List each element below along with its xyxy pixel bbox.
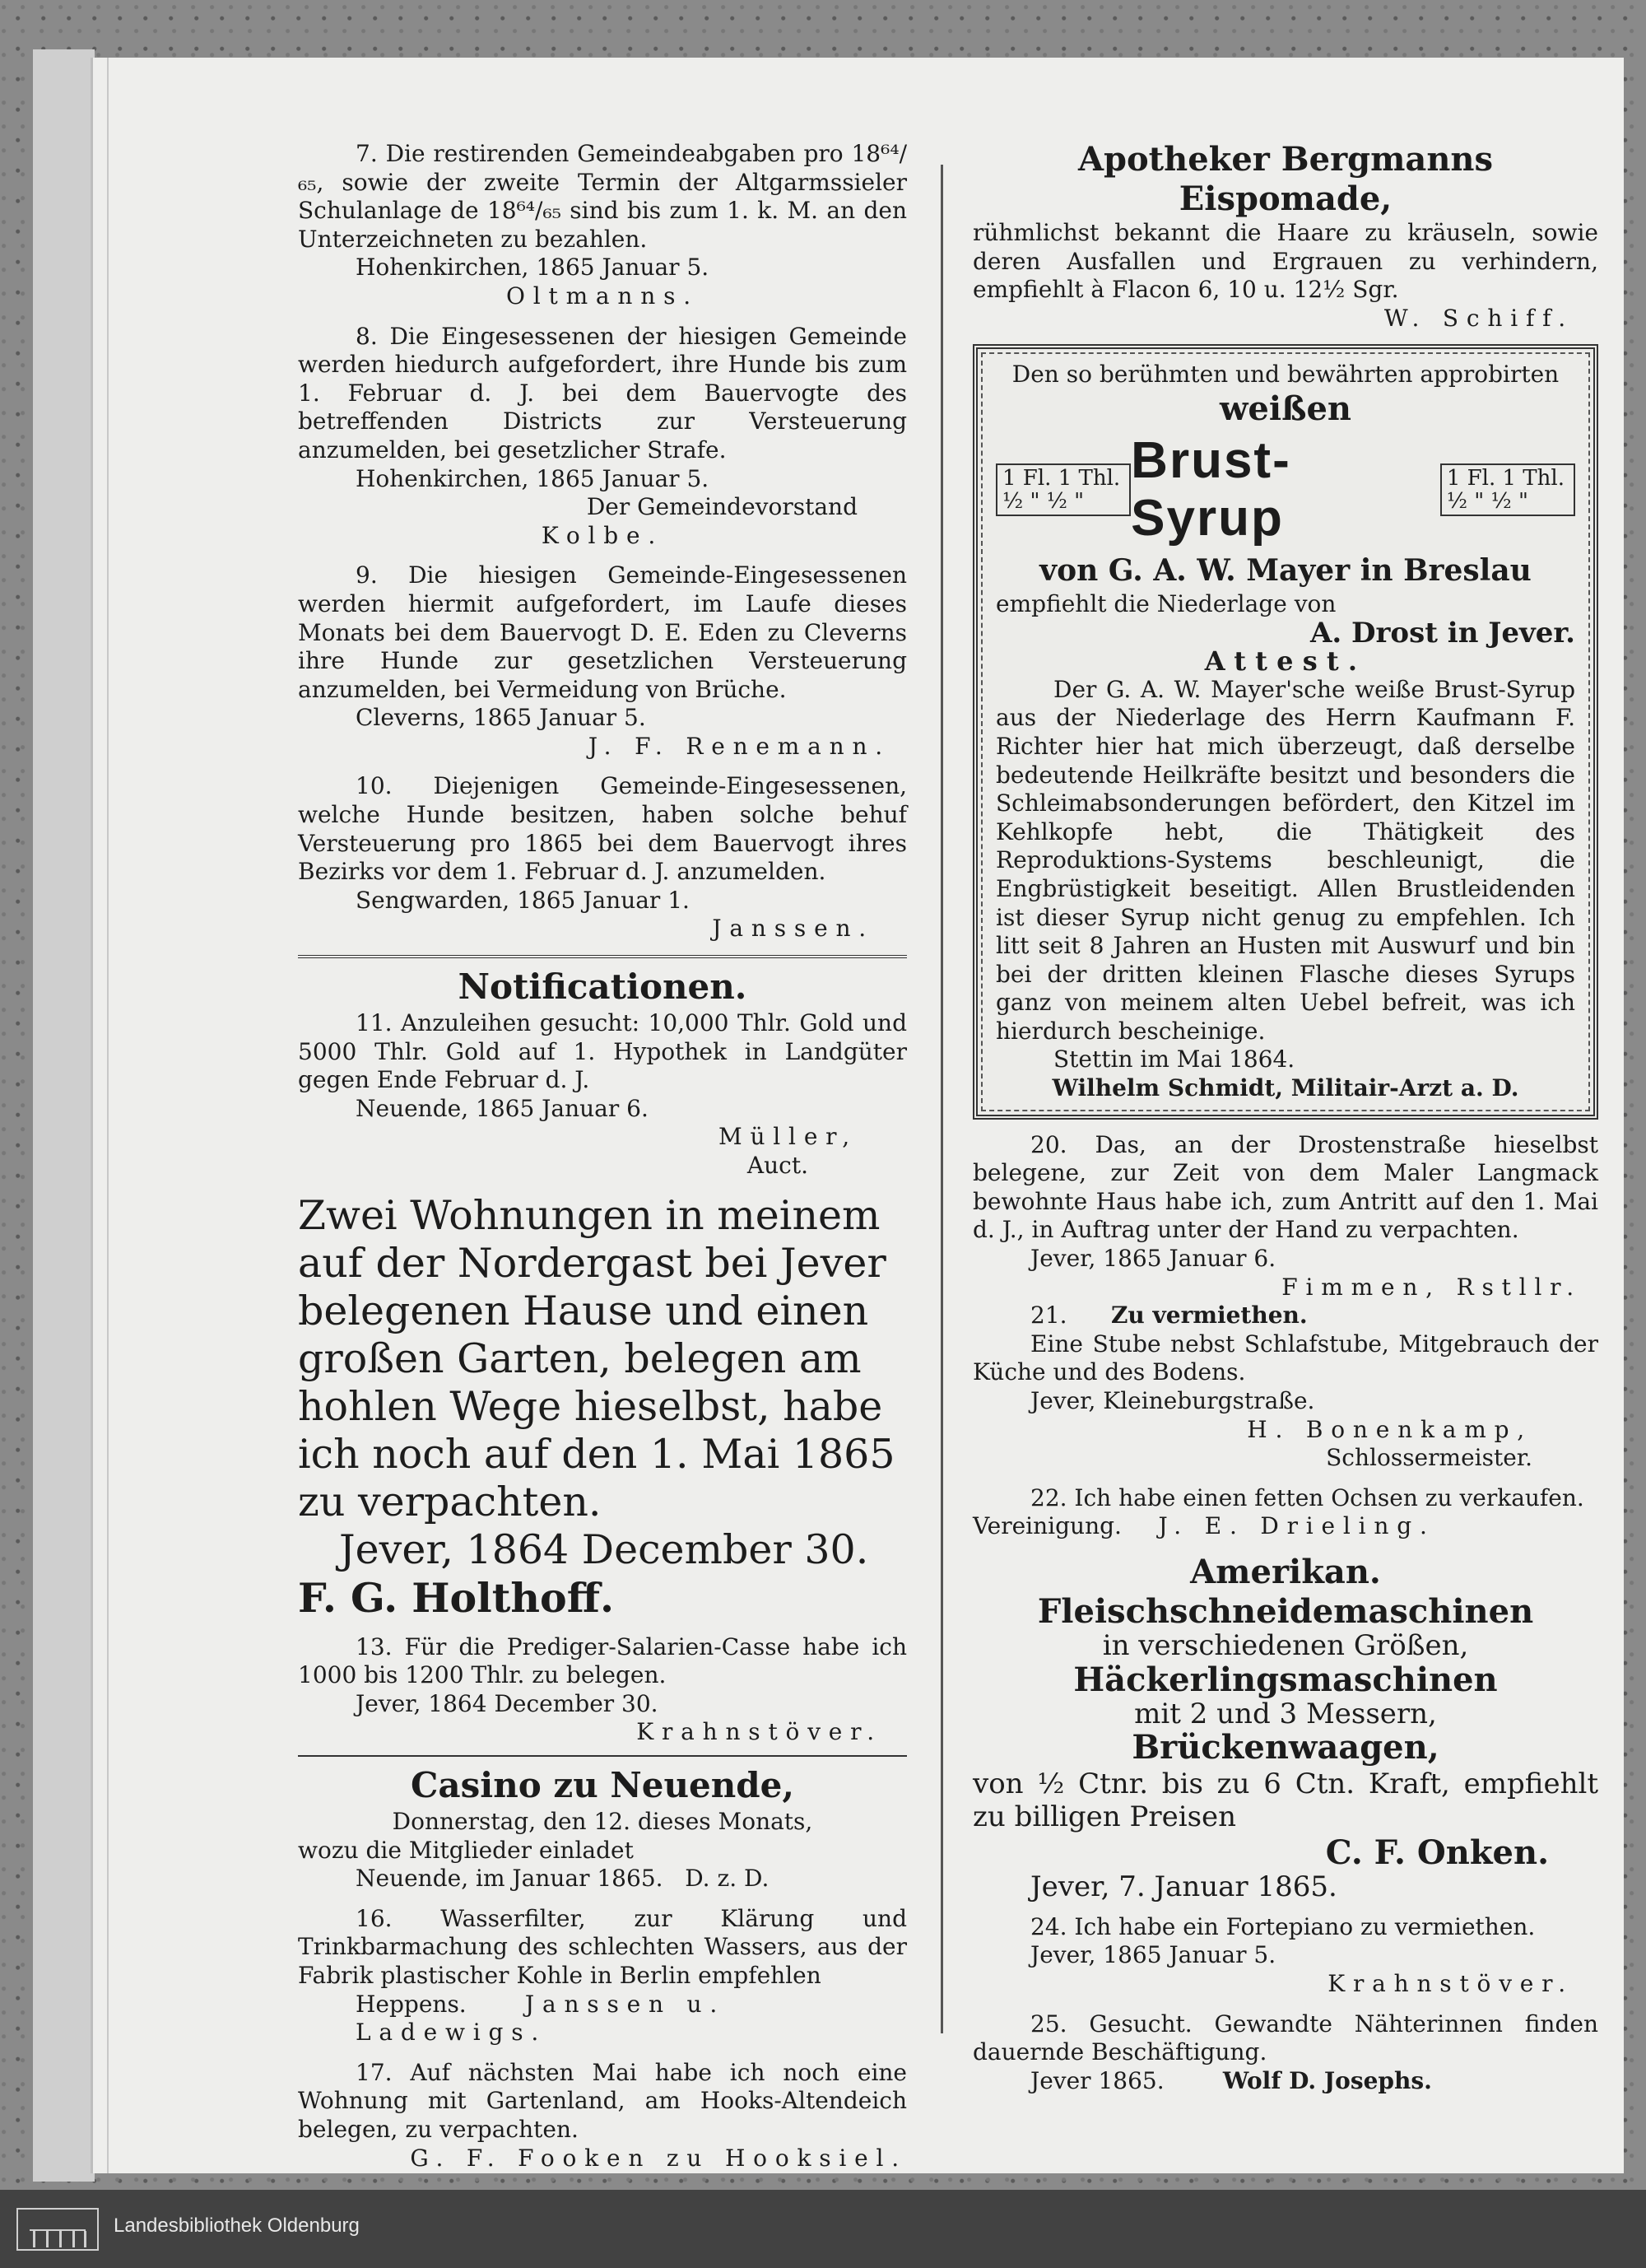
section-heading: Notificationen. xyxy=(458,966,747,1008)
notice-signature: Kolbe. xyxy=(541,521,664,549)
notice-text: 10. Diejenigen Gemeinde-Eingesessenen, welche Hunde besitzen, haben solche behuf Versteuerung pro 1865 bei dem Bauervogt ihres Bezirks vor dem 1. Februar d. J. anzumelden. xyxy=(298,772,907,886)
notice-signature: Müller, xyxy=(718,1123,858,1151)
syrup-maker: von G. A. W. Mayer in Breslau xyxy=(1039,552,1532,588)
notice-signature: Krahnstöver. xyxy=(636,1718,882,1746)
notice-20 xyxy=(973,1131,1598,1302)
notice-place-date xyxy=(973,2067,1598,2096)
casino-date: Donnerstag, den 12. dieses Monats, xyxy=(392,1807,813,1835)
notice-rule xyxy=(298,1755,907,1757)
notice-11 xyxy=(298,1009,907,1181)
library-footer-bar xyxy=(0,2190,1646,2268)
notice-signature: J. E. Drieling. xyxy=(1158,1512,1435,1540)
notice-number: 21. xyxy=(1030,1302,1067,1330)
notice-16 xyxy=(298,1905,907,2047)
attest-signature: Wilhelm Schmidt, Militair-Arzt a. D. xyxy=(1052,1074,1519,1102)
notice-signature: Fimmen, Rstllr. xyxy=(1281,1273,1582,1301)
price-line: 1 Fl. 1 Thl. xyxy=(1446,465,1565,491)
price-box-left xyxy=(996,463,1131,516)
notice-24 xyxy=(973,1913,1598,1999)
notice-text: 22. Ich habe einen fetten Ochsen zu verkaufen. xyxy=(1030,1483,1584,1511)
casino-invitation: wozu die Mitglieder einladet xyxy=(298,1836,634,1864)
notice-authority: Der Gemeindevorstand xyxy=(586,493,858,521)
notice-23-machines xyxy=(973,1553,1598,1902)
notice-13 xyxy=(298,1633,907,1747)
brust-syrup-advertisement xyxy=(973,344,1598,1119)
ad-place-date: Jever, 1864 December 30. xyxy=(339,1525,869,1573)
notice-place-signature xyxy=(973,1512,1598,1541)
notice-18-pomade xyxy=(973,140,1598,333)
library-name: Landesbibliothek Oldenburg xyxy=(114,2214,360,2237)
attest-place-date: Stettin im Mai 1864. xyxy=(1053,1046,1295,1073)
casino-heading: Casino zu Neuende, xyxy=(410,1764,795,1805)
attest-text: Der G. A. W. Mayer'sche weiße Brust-Syrup aus der Niederlage des Herrn Kaufmann F. Richter hier hat mich überzeugt, daß derselbe bedeutende Heilkräfte besitzt und besonders die Schleimabsonderungen befördert, den Kitzel im Kehlkopfe hebt, die Thätigkeit des Reproduktions-Systems beschleunigt, die Engbrüstigkeit beseitigt. Allen Brustleidenden ist dieser Syrup nicht genug zu empfehlen. Ich litt seit 8 Jahren an Husten mit Auswurf und bin bei der dritten kleinen Flasche dieses Syrups ganz von meinem alten Uebel befreit, was ich hierdurch bescheinige. xyxy=(996,675,1575,1045)
notice-place-date: Hohenkirchen, 1865 Januar 5. xyxy=(356,464,709,492)
notice-14-casino xyxy=(298,1763,907,1893)
section-rule xyxy=(298,955,907,958)
syrup-dealer: A. Drost in Jever. xyxy=(1309,616,1575,650)
notice-text: 8. Die Eingesessenen der hiesigen Gemeinde werden hiedurch aufgefordert, ihre Hunde bis zum 1. Februar d. J. bei dem Bauervogte des betreffenden Districts zur Versteuerung anzumelden, bei gesetzlicher Strafe. xyxy=(298,322,907,463)
page-fold-line xyxy=(107,58,109,2173)
column-divider xyxy=(941,165,943,2033)
notice-text: 13. Für die Prediger-Salarien-Casse habe ich 1000 bis 1200 Thlr. zu belegen. xyxy=(298,1632,907,1689)
notice-place-date: Jever, 1865 Januar 5. xyxy=(1030,1941,1276,1969)
notice-10 xyxy=(298,772,907,943)
machines-line-5: Brückenwaagen, xyxy=(1132,1728,1439,1767)
notice-text: 11. Anzuleihen gesucht: 10,000 Thlr. Gold und 5000 Thlr. Gold auf 1. Hypothek in Landgüter gegen Ende Februar d. J. xyxy=(298,1009,907,1094)
notice-8 xyxy=(298,323,907,551)
attest-heading: Attest. xyxy=(1204,645,1367,678)
notice-text: 24. Ich habe ein Fortepiano zu vermiethen. xyxy=(1030,1912,1536,1940)
syrup-weiss: weißen xyxy=(1220,389,1351,428)
pomade-text: rühmlichst bekannt die Haare zu kräuseln, sowie deren Ausfallen und Ergrauen zu verhindern, empfiehlt à Flacon 6, 10 u. 12½ Sgr. xyxy=(973,219,1598,304)
notice-signature: Wolf D. Josephs. xyxy=(1222,2066,1432,2094)
notice-signature: J. F. Renemann. xyxy=(588,732,890,760)
right-column xyxy=(973,140,1598,2095)
notice-text: 16. Wasserfilter, zur Klärung und Trinkbarmachung des schlechten Wassers, aus der Fabrik plastischer Kohle in Berlin empfehlen xyxy=(298,1904,907,1989)
notice-text: 7. Die restirenden Gemeindeabgaben pro 18⁶⁴/₆₅, sowie der zweite Termin der Altgarmssieler Schulanlage de 18⁶⁴/₆₅ sind bis zum 1. k. M. an den Unterzeichneten zu bezahlen. xyxy=(298,140,907,253)
ad-signature: F. G. Holthoff. xyxy=(298,1573,615,1622)
notice-place-date: Jever, 1865 Januar 6. xyxy=(1030,1245,1276,1273)
notice-place: Jever 1865. xyxy=(1030,2066,1165,2094)
machines-line-4: mit 2 und 3 Messern, xyxy=(1134,1697,1437,1730)
notice-heading-line xyxy=(973,1302,1598,1330)
notice-signature: Oltmanns. xyxy=(506,282,699,310)
left-column xyxy=(298,140,907,2173)
notice-signature: G. F. Fooken zu Hooksiel. xyxy=(410,2144,907,2172)
pomade-heading: Apotheker Bergmanns Eispomade, xyxy=(1077,140,1494,218)
notice-text: 9. Die hiesigen Gemeinde-Eingesessenen werden hiermit aufgefordert, im Laufe dieses Monats bei dem Bauervogt D. E. Eden zu Cleverns ihre Hunde zur gesetzlichen Versteuerung anzumelden, bei Vermeidung von Brüche. xyxy=(298,561,907,703)
notice-place-date: Hohenkirchen, 1865 Januar 5. xyxy=(356,254,709,282)
book-cover-edge xyxy=(33,49,95,2182)
notice-signature: Janssen. xyxy=(712,915,874,943)
notice-text: 25. Gesucht. Gewandte Nähterinnen finden dauernde Beschäftigung. xyxy=(973,2010,1598,2066)
notice-place-date: Sengwarden, 1865 Januar 1. xyxy=(356,886,690,914)
notice-21 xyxy=(973,1302,1598,1473)
casino-signature: D. z. D. xyxy=(685,1865,770,1893)
notice-text: Eine Stube nebst Schlafstube, Mitgebrauch der Küche und des Bodens. xyxy=(973,1330,1598,1386)
notice-signature: Krahnstöver. xyxy=(1327,1969,1574,1997)
notice-signature: H. Bonenkamp, xyxy=(1247,1415,1532,1443)
syrup-name: Brust-Syrup xyxy=(1131,431,1291,547)
casino-place: Neuende, im Januar 1865. xyxy=(356,1865,663,1893)
notice-place-date: Jever, 1864 December 30. xyxy=(356,1689,658,1717)
pomade-signature: W. Schiff. xyxy=(1383,304,1574,332)
notice-place: Heppens. xyxy=(356,1990,467,2018)
notice-12-advertisement xyxy=(298,1192,907,1622)
notice-heading: Zu vermiethen. xyxy=(1110,1302,1308,1330)
price-line: ½ " ½ " xyxy=(1446,488,1528,514)
machines-signature: C. F. Onken. xyxy=(1325,1833,1549,1873)
notice-text: 20. Das, an der Drostenstraße hieselbst belegene, zur Zeit von dem Maler Langmack bewohnte Haus habe ich, zum Antritt auf den 1. Mai d. J., in Auftrag unter der Hand zu verpachten. xyxy=(973,1130,1598,1244)
machines-line-2: in verschiedenen Größen, xyxy=(1102,1628,1469,1662)
machines-line-3: Häckerlingsmaschinen xyxy=(1073,1660,1498,1699)
notice-9 xyxy=(298,561,907,761)
price-line: 1 Fl. 1 Thl. xyxy=(1002,465,1121,491)
notice-place-date: Cleverns, 1865 Januar 5. xyxy=(356,704,646,732)
notice-25 xyxy=(973,2010,1598,2096)
machines-line-6: von ½ Ctnr. bis zu 6 Ctn. Kraft, empfiehlt zu billigen Preisen xyxy=(973,1767,1598,1834)
casino-place-date xyxy=(298,1865,907,1893)
machines-place-date: Jever, 7. Januar 1865. xyxy=(1030,1870,1337,1904)
syrup-depot: empfiehlt die Niederlage von xyxy=(996,589,1337,617)
notice-title: Auct. xyxy=(746,1152,808,1179)
library-building-icon xyxy=(16,2208,99,2251)
price-line: ½ " ½ " xyxy=(1002,488,1085,514)
notice-place-date: Neuende, 1865 Januar 6. xyxy=(356,1094,649,1122)
notice-place: Vereinigung. xyxy=(973,1512,1122,1540)
ad-text-large: Zwei Wohnungen in meinem auf der Nordergast bei Jever belegenen Hause und einen großen Garten, belegen am hohlen Wege hieselbst, habe ich noch auf den 1. Mai 1865 zu verpachten. xyxy=(298,1191,895,1525)
notice-17 xyxy=(298,2059,907,2173)
notice-title: Schlossermeister. xyxy=(1326,1444,1532,1472)
notice-22 xyxy=(973,1484,1598,1541)
notice-7 xyxy=(298,140,907,311)
syrup-title-row xyxy=(996,432,1575,547)
syrup-intro: Den so berühmten und bewährten approbirten xyxy=(1011,361,1560,389)
notice-place-date xyxy=(298,1991,907,2047)
notice-text: 17. Auf nächsten Mai habe ich noch eine Wohnung mit Gartenland, am Hooks-Altendeich belegen, zu verpachten. xyxy=(298,2058,907,2143)
notice-place: Jever, Kleineburgstraße. xyxy=(1030,1387,1315,1414)
machines-line-1: Amerikan. Fleischschneidemaschinen xyxy=(1037,1552,1534,1631)
notice-signature: Janssen u. Ladewigs. xyxy=(356,1990,726,2047)
price-box-right xyxy=(1440,463,1575,516)
